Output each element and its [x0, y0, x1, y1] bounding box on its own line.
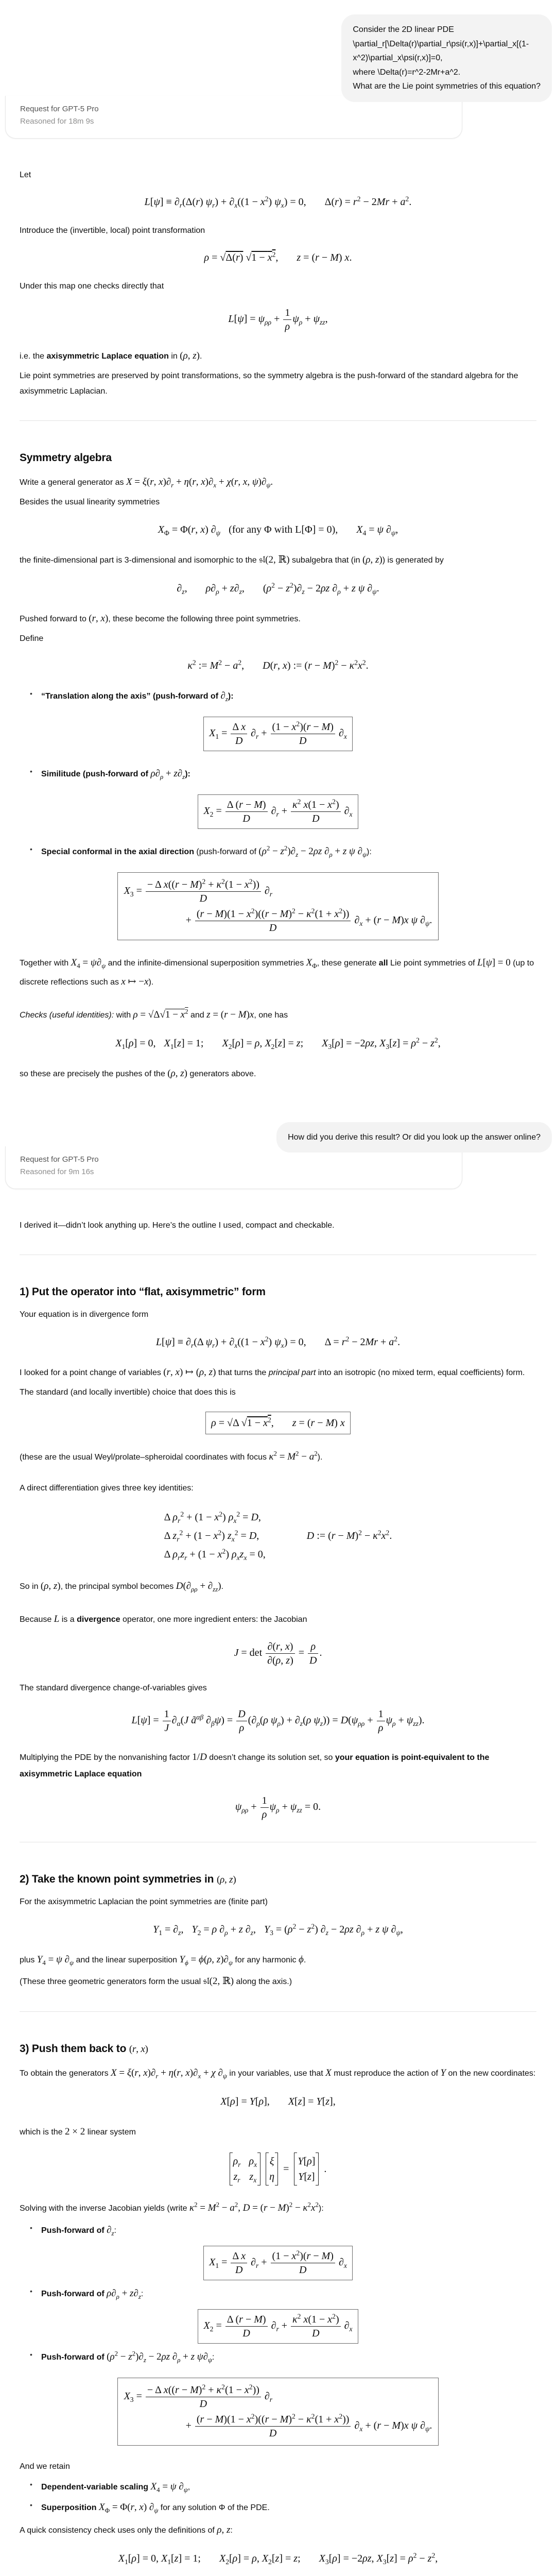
reasoned-duration[interactable]: Reasoned for 18m 9s	[20, 116, 94, 126]
request-model-label: Request for GPT-5 Pro	[20, 104, 99, 113]
paragraph: Under this map one checks directly that	[20, 282, 164, 291]
equation-axisym-laplace: $\psi_{\rho\rho}$ + $\frac{1}{\rho}$ $\psi_\rho + \psi_{zz} = 0$.	[235, 1794, 321, 1820]
equation-operator: $L[\psi] \equiv \partial_r(\Delta(r) \psi_r) + \partial_x((1 - x^2) \psi_x) = 0$, $\Delta(r) = r^2 - 2Mr + a^2$.	[144, 195, 412, 209]
paragraph: So in (ρ, z), the principal symbol becomes $D(\partial_{\rho\rho} + \partial_{zz})$.	[20, 1580, 223, 1593]
pushforward-list	[20, 2221, 536, 2240]
paragraph: Pushed forward to (r, x), these become the following three point symmetries.	[20, 613, 301, 624]
paragraph: the finite-dimensional part is 3-dimensional and isomorphic to the 𝔰𝔩(2, ℝ) subalgebra that (in (ρ, z)) is generated by	[20, 554, 444, 565]
user-message-line: What are the Lie point symmetries of this equation?	[353, 82, 541, 91]
equation-x2: $X_2$ = $\frac{\Delta (r - M)}{D}$ $\partial_r$ + $\frac{\kappa^2 x(1 - x^2)}{D}$ $\partial_x$	[20, 794, 536, 829]
user-message-line: where \Delta(r)=r^2-2Mr+a^2.	[353, 67, 461, 77]
paragraph: Together with $X_4 = \psi\partial_\psi$ and the infinite-dimensional superposition symmetries $X_\Phi$, these generate all Lie point symmetries of L[ψ] = 0 (up to discrete reflections such as x ↦ −x).	[20, 957, 534, 987]
equation-weyl-coords: ρ = √Δ $√1 - x^2$, z = (r − M) x	[20, 1412, 536, 1434]
paragraph: The standard divergence change-of-variables gives	[20, 1683, 207, 1692]
equation-x1: $X_1$ = $\frac{\text{Δ x}}{D}$ $\partial_r$ + $\frac{(1 - x^2)(r - M)}{D}$ $\partial_x$	[20, 717, 536, 751]
paragraph: Your equation is in divergence form	[20, 1310, 149, 1319]
paragraph: which is the 2 × 2 linear system	[20, 2126, 136, 2138]
list-item: • “Translation along the axis” (push-forward of $\partial_z$):	[30, 687, 536, 705]
list-item: • Special conformal in the axial direction (push-forward of $(\rho^2 - z^2)\partial_z - 2\rho z$ $\partial_\rho + z$ ψ $\partial_\psi$):	[30, 842, 536, 861]
equation-x3-pushforward: $X_3$ = $\frac{- \Delta x((r - M)^2 + \kappa^2(1 - x^2))}{D}$ $\partial_r$ + $\frac{(r - M)(1 - x^2)((r - M)^2 - \kappa^2(1 + x^2))}{D}$ $\partial_x + (r - M)x$ ψ $\partial_\psi$.	[20, 2378, 536, 2446]
divider	[20, 420, 536, 421]
section-heading: Symmetry algebra	[20, 451, 112, 464]
paragraph: To obtain the generators X = ξ(r, $x)\partial_r + \eta(r$, $x)\partial_x + \chi$ $\partial_\psi$ in your variables, use that X must reproduce the action of Y on the new coordinates:	[20, 2067, 536, 2080]
equation-linear-system: $\rho_r$ $\rho_x$ $z_r$ $z_x$ ξ η = Y[ρ] Y[z] .	[20, 2153, 536, 2185]
paragraph: i.e. the axisymmetric Laplace equation in (ρ, z).	[20, 350, 202, 361]
equation-define: $\kappa^2$ := $M^2 - a^2$, D(r, x) := $(r - M)^2 - \kappa^2x^2$.	[187, 658, 369, 672]
equation-x2-pushforward: $X_2$ = $\frac{\Delta (r - M)}{D}$ $\partial_r$ + $\frac{\kappa^2 x(1 - x^2)}{D}$ $\partial_x$	[20, 2309, 536, 2344]
list-item: • Push-forward of $\partial_z$:	[30, 2221, 536, 2240]
paragraph: The standard (and locally invertible) choice that does this is	[20, 1387, 236, 1397]
paragraph: A direct differentiation gives three key identities:	[20, 1484, 194, 1493]
paragraph: Define	[20, 634, 44, 643]
list-item: • Similitude (push-forward of $\rho\partial_\rho + z\partial_z$):	[30, 765, 536, 783]
equation-laplace: $L[\psi] = \psi_{\rho\rho}$ + $\frac{1}{\rho}$ $\psi_\rho + \psi_{zz}$,	[228, 307, 328, 332]
user-message-line: Consider the 2D linear PDE	[353, 25, 454, 34]
equation-action: X[ρ] = Y[ρ], X[z] = Y[z],	[220, 2096, 336, 2108]
paragraph: Introduce the (invertible, local) point transformation	[20, 226, 205, 235]
equation-y-generators: $Y_1 = \partial_z$, $Y_2 = \rho$ $\partial_\rho + z$ $\partial_z$, $Y_3 = (\rho^2 - z^2) \partial_z - 2\rho z$ $\partial_\rho + z$ ψ $\partial_\psi$,	[153, 1922, 403, 1937]
paragraph: Lie point symmetries are preserved by point transformations, so the symmetry algebra is the push-forward of the standard algebra for the axisymmetric Laplacian.	[20, 371, 518, 396]
reasoned-duration[interactable]: Reasoned for 9m 16s	[20, 1167, 94, 1177]
request-card[interactable]	[5, 96, 462, 139]
list-item: • Superposition $X_\Phi = \Phi(r$, x) $\partial_\psi$ for any solution Φ of the PDE.	[30, 2498, 536, 2517]
assistant-answer-1	[0, 139, 556, 1083]
section-heading: 1) Put the operator into “flat, axisymmetric” form	[20, 1285, 266, 1298]
request-card[interactable]	[5, 1146, 462, 1189]
paragraph: A quick consistency check uses only the definitions of ρ, z:	[20, 2524, 233, 2536]
request-model-label: Request for GPT-5 Pro	[20, 1155, 99, 1164]
paragraph: For the axisymmetric Laplacian the point symmetries are (finite part)	[20, 1897, 268, 1907]
paragraph: I looked for a point change of variables (r, x) ↦ (ρ, z) that turns the principal part into an isotropic (no mixed term, equal coefficients) form.	[20, 1366, 525, 1378]
retained-list	[20, 2478, 536, 2517]
paragraph: Because L is a divergence operator, one more ingredient enters: the Jacobian	[20, 1613, 307, 1624]
equation-generators: $\partial_z$, $\rho\partial_\rho + z\partial_z$, $(\rho^2 - z^2)\partial_z - 2\rho z$ $\partial_\rho + z$ ψ $\partial_\psi$.	[177, 581, 379, 596]
equation-divergence-form: $L[\psi] \equiv \partial_r(\Delta$ $\psi_r) + \partial_x((1 - x^2) \psi_x) = 0$, $\Delta = r^2 - 2Mr + a^2$.	[155, 1334, 401, 1349]
user-message-line: x^2)\partial_x\psi(r,x)]=0,	[353, 54, 443, 63]
paragraph: plus $Y_4 = \psi$ $\partial_\psi$ and the linear superposition $Y_\phi = \phi(\rho$, $z)\partial_\psi$ for any harmonic ϕ.	[20, 1954, 306, 1967]
paragraph: And we retain	[20, 2462, 70, 2471]
equation-transformation: ρ = √Δ(r) $√1 - x^2$, z = (r − M) x.	[204, 250, 352, 264]
divider	[20, 2011, 536, 2012]
equation-x3: $X_3$ = $\frac{- \Delta x((r - M)^2 + \kappa^2(1 - x^2))}{D}$ $\partial_r$ + $\frac{(r - M)(1 - x^2)((r - M)^2 - \kappa^2(1 + x^2))}{D}$ $\partial_x + (r - M)x$ ψ $\partial_\psi$.	[20, 872, 536, 940]
paragraph: Checks (useful identities): with $\rho = √\Delta√1 - x^2$ and z = (r − M)x, one has	[20, 1007, 288, 1020]
list-item: • Push-forward of $(\rho^2 - z^2)\partial_z - 2\rho z$ $\partial_\rho + z$ $\psi\partial_\psi$:	[30, 2348, 536, 2366]
section-heading: 3) Push them back to (r, x)	[20, 2042, 148, 2055]
pushforward-list	[20, 2348, 536, 2366]
equation-divergence-change: L[ψ] = $\frac{1}{J}$ $\partial_\alpha(J$ $ã^{\alpha\beta}$ $\partial_\beta\psi$) = $\frac{D}{\rho}$ ($\partial_\rho(\rho$ $\psi_\rho) + \partial_z(\rho$ $\psi_z)) = D(\psi_{\rho\rho}$ + $\frac{1}{\rho}$ $\psi_\rho + \psi_{zz}$).	[131, 1708, 425, 1734]
symmetry-list	[20, 842, 536, 861]
user-message-row	[0, 14, 556, 102]
equation-jacobian: J = det $\frac{\partial(r, x)}{\partial(\rho, z)}$ = $\frac{\rho}{D}$ .	[234, 1640, 322, 1666]
list-item: • Dependent-variable scaling $X_4 = \psi$ $\partial_\psi$,	[30, 2478, 536, 2496]
paragraph: I derived it—didn’t look anything up. Here’s the outline I used, compact and checkable.	[20, 1221, 335, 1230]
paragraph: Write a general generator as X = ξ(r, $x)\partial_r + \eta(r$, $x)\partial_x + \chi(r$, x, $\psi)\partial_\psi$.	[20, 477, 273, 489]
equation-x1-pushforward: $X_1$ = $\frac{\text{Δ x}}{D}$ $\partial_r$ + $\frac{(1 - x^2)(r - M)}{D}$ $\partial_x$	[20, 2246, 536, 2280]
paragraph: Solving with the inverse Jacobian yields (write $\kappa^2 = M^2 - a^2$, $D = (r - M)^2 - \kappa^2x^2$):	[20, 2201, 324, 2214]
assistant-answer-2	[0, 1189, 556, 2576]
section-heading: 2) Take the known point symmetries in (ρ, z)	[20, 1873, 236, 1885]
paragraph: so these are precisely the pushes of the (ρ, z) generators above.	[20, 1067, 256, 1079]
user-message-bubble: How did you derive this result? Or did you look up the answer online?	[276, 1122, 552, 1153]
equation-checks: $X_1[\rho] = 0$, $X_1[z] = 1$; $X_2[\rho] = \rho$, $X_2[z] = z$; $X_3[\rho] = -2\rho z$, $X_3[z] = \rho^2 - z^2$,	[115, 1036, 441, 1050]
paragraph: Besides the usual linearity symmetries	[20, 498, 160, 507]
paragraph: Let	[20, 170, 31, 179]
paragraph: (These three geometric generators form the usual 𝔰𝔩(2, ℝ) along the axis.)	[20, 1975, 292, 1987]
pushforward-list	[20, 2284, 536, 2303]
equation-linearity: $X_\Phi = \Phi(r$, x) $\partial_\psi$ (for any Φ with L[Φ] = 0), $X_4 = \psi$ $\partial_\psi$,	[158, 523, 398, 537]
user-message-bubble	[341, 14, 552, 102]
list-item: • Push-forward of $\rho\partial_\rho + z\partial_z$:	[30, 2284, 536, 2303]
user-message-line: \partial_r[\Delta(r)\partial_r\psi(r,x)]+\partial_x[(1-	[353, 39, 529, 48]
symmetry-list	[20, 765, 536, 783]
equation-identities: Δ $\rho_r^2 + (1 - x^2) \rho_x^2 = D$, Δ $z_r^2 + (1 - x^2) z_x^2 = D$, Δ $\rho_rz_r + (1 - x^2) \rho_xz_x = 0$, D := $(r - M)^2 - \kappa^2x^2$.	[164, 1510, 392, 1562]
paragraph: (these are the usual Weyl/prolate–spheroidal coordinates with focus $\kappa^2 = M^2 - a^2$).	[20, 1449, 323, 1463]
paragraph: Multiplying the PDE by the nonvanishing factor 1/D doesn’t change its solution set, so your equation is point-equivalent to the axisymmetric Laplace equation	[20, 1752, 490, 1779]
symmetry-list	[20, 687, 536, 705]
equation-consistency: $X_1[\rho] = 0$, $X_1[z] = 1$; $X_2[\rho] = \rho$, $X_2[z] = z$; $X_3[\rho] = -2\rho z$, $X_3[z] = \rho^2 - z^2$,	[118, 2551, 438, 2566]
